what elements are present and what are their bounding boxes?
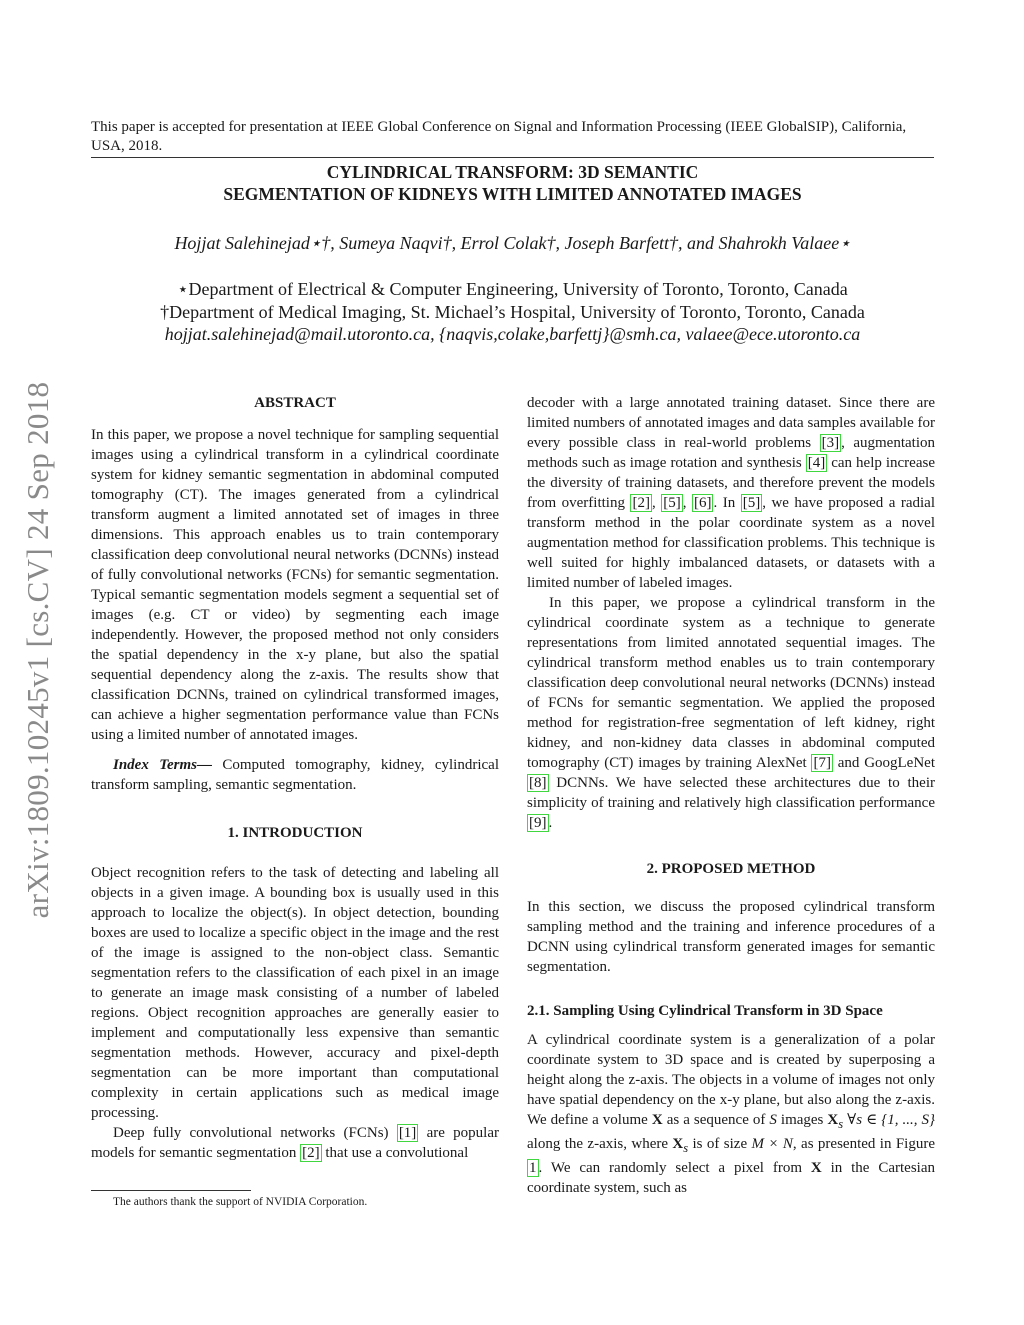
acceptance-notice: This paper is accepted for presentation at IEEE Global Conference on Signal and Information Processing (IEEE GlobalSIP), California, USA, 2018.	[91, 119, 907, 154]
footnote: The authors thank the support of NVIDIA Corporation.	[113, 1196, 368, 1208]
math-var: X	[827, 1112, 839, 1128]
right-column	[527, 393, 935, 1198]
title-line-1: CYLINDRICAL TRANSFORM: 3D SEMANTIC	[326, 162, 699, 182]
text-run: . In	[713, 495, 741, 511]
index-terms-text: Computed tomography, kidney, cylindrical transform sampling, semantic segmentation.	[91, 757, 499, 793]
citation-link[interactable]: [8]	[529, 775, 547, 791]
header-rule	[91, 157, 934, 158]
citation-link[interactable]: [4]	[807, 455, 826, 471]
intro-paragraph-3	[527, 593, 935, 833]
citation-link[interactable]: [3]	[821, 435, 840, 451]
math-expression: M × N	[751, 1136, 793, 1152]
text-run: and GoogLeNet	[832, 755, 935, 771]
citation-link[interactable]: [6]	[693, 495, 712, 511]
math-var: X	[672, 1136, 684, 1152]
text-run: can help increase the diversity of training datasets, and therefore prevent the models from overfitting	[527, 455, 935, 511]
subsection-heading: 2.1. Sampling Using Cylindrical Transform in 3D Space	[527, 1003, 883, 1019]
subsection-paragraph	[527, 1030, 935, 1198]
abstract-text: In this paper, we propose a novel technique for sampling sequential images using a cylindrical transform in a cylindrical coordinate system for kidney semantic segmentation in abdominal computed tomography (CT). The images generated from a cylindrical transform augment a limited annotated set of images in three dimensions. This approach enables us to train contemporary classification deep convolutional neural networks (DCNNs) instead of fully convolutional networks (FCNs) for semantic segmentation. Typical semantic segmentation models segment a sequential set of images (e.g. CT or video) by segmenting each image independently. However, the proposed method not only considers the spatial dependency in the x-y plane, but also the spatial sequential dependency along the z-axis. The results show that classification DCNNs, trained on cylindrical transformed images, can achieve a higher segmentation performance value than FCNs using a limited number of annotated images.	[91, 427, 499, 743]
affiliations	[91, 278, 934, 346]
text-run: along the z-axis, where	[527, 1136, 673, 1152]
intro-paragraph-1: Object recognition refers to the task of detecting and labeling all objects in a given image. A bounding box is usually used in this approach to localize the object(s). In object detection, bounding boxes are used to localize a specific object in the image and the rest of the image is assigned to the non-object class. Semantic segmentation refers to the classification of each pixel in an image to generate an image mask consisting of a number of labeled regions. Object recognition approaches are generally easier to implement and computationally less expensive than semantic segmentation methods. However, accuracy and pixel-depth segmentation can be more important than computational complexity in certain applications such as medical image processing.	[91, 865, 499, 1121]
text-run: , as presented in Figure	[792, 1136, 935, 1152]
text-run: , augmentation methods such as image rotation and synthesis	[527, 435, 935, 471]
affiliation-2: †Department of Medical Imaging, St. Michael’s Hospital, University of Toronto, Toronto, Canada	[160, 301, 865, 322]
math-var: X	[651, 1112, 663, 1128]
citation-link[interactable]: [7]	[813, 755, 831, 771]
intro-continued-paragraph: decoder with a large annotated training dataset. Since there are limited numbers of annotated images and data samples available for every possible class in real-world problems [3] , augmentation methods such as image rotation and synthesis [4] can help increase the diversity of training datasets, and therefore prevent the models from overfitting [2] , [5] , [6] . In [5] , we have proposed a radial transform method in the polar coordinate system as a novel augmentation method for classification problems. This technique is well suited for highly imbalanced datasets, or datasets with a limited number of labeled images.	[527, 395, 936, 591]
text-run: Deep fully convolutional networks (FCNs)	[113, 1125, 397, 1141]
text-run: is of size	[688, 1136, 752, 1152]
text-run: In this paper, we propose a cylindrical transform in the cylindrical coordinate system as a technique to generate representations from limited annotated sequential images. The cylindrical transform method enables us to train contemporary classification deep convolutional neural networks (DCNNs) instead of FCNs for semantic segmentation. We applied the proposed method for registration-free segmentation of left kidney, right kidney, and non-kidney data classes in abdominal computed tomography (CT) images by training AlexNet	[527, 595, 935, 771]
method-heading: 2. PROPOSED METHOD	[646, 861, 816, 877]
math-var: S	[769, 1112, 777, 1128]
math-var: X	[810, 1160, 822, 1176]
method-paragraph: In this section, we discuss the proposed cylindrical transform sampling method and the training and inference procedures of a DCNN using cylindrical transform generated images for semantic segmentation.	[527, 899, 935, 975]
citation-link[interactable]: [9]	[529, 815, 547, 831]
citation-link[interactable]: [5]	[742, 495, 761, 511]
citation-link[interactable]: [5]	[663, 495, 681, 511]
text-run: A cylindrical coordinate system is a generalization of a polar coordinate system to 3D space and is created by superposing a height along the z-axis. The objects in a volume of images not only have spatial dependency on the x-y plane, but also along the z-axis. We define a volume	[527, 1032, 935, 1128]
figure-link[interactable]: 1	[529, 1160, 537, 1176]
index-terms-label: Index Terms—	[113, 757, 212, 773]
index-terms	[91, 755, 499, 795]
citation-link[interactable]: [2]	[632, 495, 650, 511]
text-run: , we have proposed a radial transform method in the polar coordinate system as a novel augmentation method for classification problems. This technique is well suited for highly imbalanced datasets, or datasets with a limited number of labeled images.	[527, 495, 936, 591]
author-emails: hojjat.salehinejad@mail.utoronto.ca, {naqvis,colake,barfettj}@smh.ca, valaee@ece.utoronto.ca	[164, 324, 861, 344]
text-run: . We can randomly select a pixel from	[538, 1160, 811, 1176]
abstract-heading: ABSTRACT	[254, 395, 336, 411]
text-run: .	[548, 815, 553, 831]
math-expression: ∀s ∈ {1, ..., S}	[843, 1112, 935, 1128]
math-subscript: s	[683, 1141, 689, 1155]
text-run: images	[776, 1112, 828, 1128]
citation-link[interactable]: [2]	[302, 1145, 320, 1161]
footnote-rule	[91, 1190, 251, 1191]
arxiv-stamp	[8, 350, 68, 950]
text-run: in the Cartesian coordinate system, such as	[527, 1160, 935, 1196]
citation-link[interactable]: [1]	[398, 1125, 417, 1141]
author-list: Hojjat Salehinejad⋆†, Sumeya Naqvi†, Errol Colak†, Joseph Barfett†, and Shahrokh Valaee⋆	[174, 233, 851, 253]
left-column	[91, 393, 499, 1163]
intro-paragraph-2	[91, 1123, 499, 1163]
text-run: decoder with a large annotated training dataset. Since there are limited numbers of annotated images and data samples available for every possible class in real-world problems	[527, 395, 935, 451]
title-line-2: SEGMENTATION OF KIDNEYS WITH LIMITED ANNOTATED IMAGES	[223, 184, 802, 204]
arxiv-id: arXiv:1809.10245v1 [cs.CV] 24 Sep 2018	[20, 381, 55, 919]
text-run: that use a convolutional	[321, 1145, 469, 1161]
affiliation-1: ⋆Department of Electrical & Computer Engineering, University of Toronto, Toronto, Canada	[177, 279, 848, 299]
paper-title	[91, 161, 934, 205]
text-run: are popular models for semantic segmentation	[91, 1125, 499, 1161]
text-run: as a sequence of	[662, 1112, 770, 1128]
intro-heading: 1. INTRODUCTION	[227, 825, 363, 841]
text-run: DCNNs. We have selected these architectures due to their simplicity of training and relatively high classification performance	[527, 775, 935, 811]
math-subscript: s	[838, 1117, 844, 1131]
